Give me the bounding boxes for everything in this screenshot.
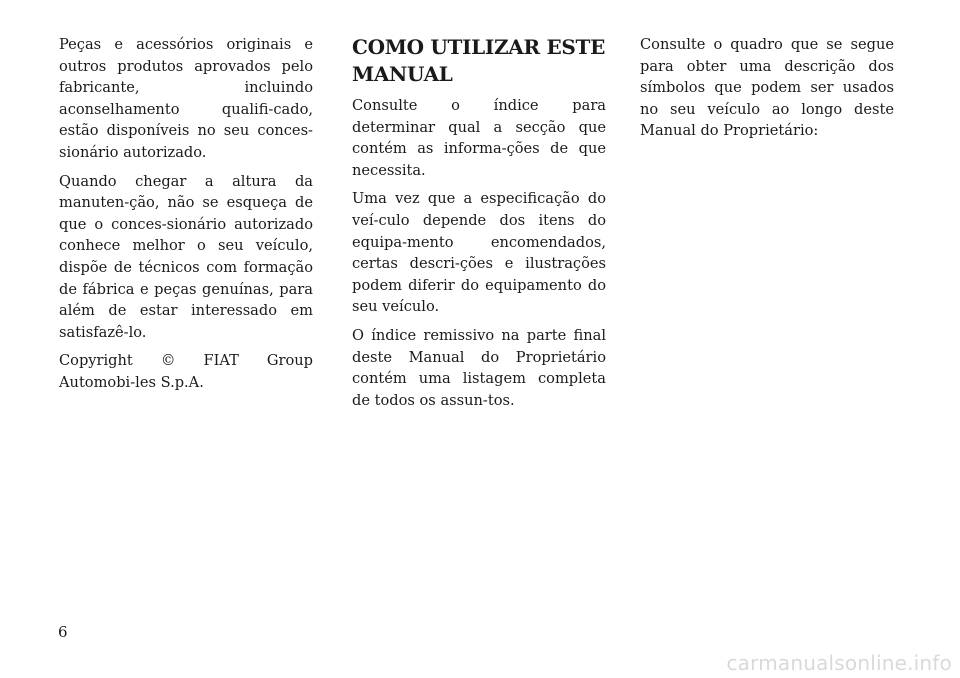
paragraph-copyright: Copyright © FIAT Group Automobi-les S.p.A. (59, 352, 313, 391)
paragraph-alphabetical-index: O índice remissivo na parte final deste Manual do Proprietário contém uma listagem completa de todos os assun-tos. (352, 326, 606, 409)
text-column-right (640, 34, 894, 149)
paragraph-index: Consulte o índice para determinar qual a secção que contém as informa-ções de que necessita. (352, 97, 606, 179)
text-column-left (59, 34, 313, 401)
paragraph-symbols-table: Consulte o quadro que se segue para obter uma descrição dos símbolos que podem ser usados no seu veículo ao longo deste Manual do Proprietário: (640, 36, 894, 140)
section-heading: COMO UTILIZAR ESTE MANUAL (352, 35, 606, 86)
paragraph-maintenance: Quando chegar a altura da manuten-ção, não se esqueça de que o conces-sionário autorizado conhece melhor o seu veículo, dispõe de técnicos com formação de fábrica e peças genuínas, para além de estar interessado em satisfazê-lo. (59, 172, 313, 341)
paragraph-specification: Uma vez que a especificação do veí-culo depende dos itens do equipa-mento encomendados, certas descri-ções e ilustrações podem diferir do equipamento do seu veículo. (352, 190, 606, 316)
paragraph-genuine-parts: Peças e acessórios originais e outros produtos aprovados pelo fabricante, incluindo aconselhamento qualifi-cado, estão disponíveis no seu conces-sionário autorizado. (59, 36, 313, 161)
text-column-middle (352, 34, 606, 418)
watermark-text: carmanualsonline.info (726, 651, 952, 675)
page-number: 6 (58, 623, 68, 641)
